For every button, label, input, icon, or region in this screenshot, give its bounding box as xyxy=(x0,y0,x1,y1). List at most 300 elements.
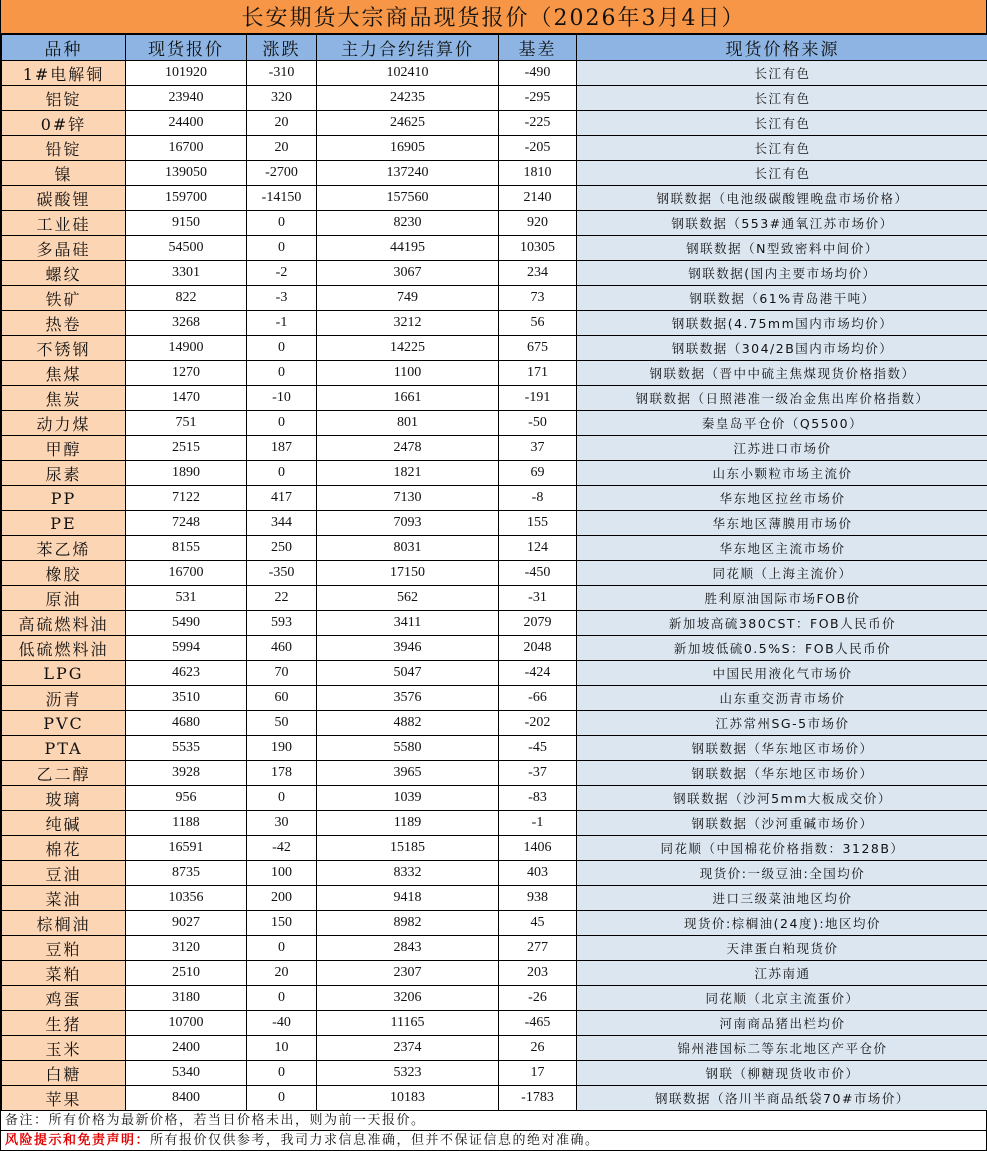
commodity-name: 焦炭 xyxy=(2,386,126,411)
price-change: 10 xyxy=(247,1036,317,1061)
table-row xyxy=(2,361,987,386)
settlement-price: 102410 xyxy=(317,61,499,86)
table-row xyxy=(2,486,987,511)
basis-value: -83 xyxy=(499,786,577,811)
price-change: 20 xyxy=(247,136,317,161)
spot-price: 822 xyxy=(126,286,247,311)
price-source: 长江有色 xyxy=(577,61,987,86)
spot-price: 531 xyxy=(126,586,247,611)
commodity-name: 玻璃 xyxy=(2,786,126,811)
commodity-name: 焦煤 xyxy=(2,361,126,386)
spot-price: 3301 xyxy=(126,261,247,286)
price-source: 长江有色 xyxy=(577,86,987,111)
price-change: 150 xyxy=(247,911,317,936)
commodity-name: 1#电解铜 xyxy=(2,61,126,86)
spot-price: 5340 xyxy=(126,1061,247,1086)
spot-price: 4623 xyxy=(126,661,247,686)
table-row xyxy=(2,686,987,711)
price-source: 钢联数据（沙河重碱市场价） xyxy=(577,811,987,836)
table-body xyxy=(2,61,987,1111)
basis-value: 2140 xyxy=(499,186,577,211)
spot-price: 1470 xyxy=(126,386,247,411)
spot-price: 23940 xyxy=(126,86,247,111)
spot-price: 1188 xyxy=(126,811,247,836)
settlement-price: 24625 xyxy=(317,111,499,136)
settlement-price: 44195 xyxy=(317,236,499,261)
price-change: 0 xyxy=(247,1086,317,1111)
settlement-price: 8332 xyxy=(317,861,499,886)
basis-value: -225 xyxy=(499,111,577,136)
price-change: 20 xyxy=(247,111,317,136)
note-row: 备注：所有价格为最新价格，若当日价格未出，则为前一天报价。 xyxy=(1,1111,987,1131)
header-spot-price: 现货报价 xyxy=(126,35,247,61)
price-change: 100 xyxy=(247,861,317,886)
settlement-price: 2478 xyxy=(317,436,499,461)
price-source: 同花顺（中国棉花价格指数：3128B） xyxy=(577,836,987,861)
commodity-name: 螺纹 xyxy=(2,261,126,286)
settlement-price: 10183 xyxy=(317,1086,499,1111)
price-change: 0 xyxy=(247,461,317,486)
price-change: 22 xyxy=(247,586,317,611)
spot-price: 16591 xyxy=(126,836,247,861)
price-source: 同花顺（北京主流蛋价） xyxy=(577,986,987,1011)
settlement-price: 3067 xyxy=(317,261,499,286)
table-row xyxy=(2,136,987,161)
commodity-name: 碳酸锂 xyxy=(2,186,126,211)
basis-value: -66 xyxy=(499,686,577,711)
settlement-price: 3212 xyxy=(317,311,499,336)
basis-value: 938 xyxy=(499,886,577,911)
table-row xyxy=(2,261,987,286)
price-source: 长江有色 xyxy=(577,136,987,161)
price-source: 江苏南通 xyxy=(577,961,987,986)
table-row xyxy=(2,661,987,686)
settlement-price: 1189 xyxy=(317,811,499,836)
price-change: -350 xyxy=(247,561,317,586)
commodity-name: 热卷 xyxy=(2,311,126,336)
spot-price: 24400 xyxy=(126,111,247,136)
basis-value: 277 xyxy=(499,936,577,961)
table-row xyxy=(2,1086,987,1111)
basis-value: 56 xyxy=(499,311,577,336)
header-change: 涨跌 xyxy=(247,35,317,61)
commodity-name: 0#锌 xyxy=(2,111,126,136)
spot-price: 3120 xyxy=(126,936,247,961)
price-change: 0 xyxy=(247,936,317,961)
basis-value: 17 xyxy=(499,1061,577,1086)
price-source: 江苏常州SG-5市场价 xyxy=(577,711,987,736)
spot-price: 1270 xyxy=(126,361,247,386)
basis-value: -45 xyxy=(499,736,577,761)
spot-price: 9150 xyxy=(126,211,247,236)
spot-price: 3268 xyxy=(126,311,247,336)
table-row xyxy=(2,586,987,611)
price-source: 钢联数据（553#通氧江苏市场价） xyxy=(577,211,987,236)
price-source: 新加坡低硫0.5%S：FOB人民币价 xyxy=(577,636,987,661)
settlement-price: 1661 xyxy=(317,386,499,411)
price-source: 华东地区主流市场价 xyxy=(577,536,987,561)
price-change: -2700 xyxy=(247,161,317,186)
settlement-price: 3965 xyxy=(317,761,499,786)
disclaimer-row xyxy=(1,1131,987,1151)
table-row xyxy=(2,986,987,1011)
price-change: 0 xyxy=(247,236,317,261)
table-row xyxy=(2,761,987,786)
price-change: 417 xyxy=(247,486,317,511)
price-change: -42 xyxy=(247,836,317,861)
settlement-price: 1821 xyxy=(317,461,499,486)
basis-value: -295 xyxy=(499,86,577,111)
spot-price: 7248 xyxy=(126,511,247,536)
basis-value: 2048 xyxy=(499,636,577,661)
basis-value: 675 xyxy=(499,336,577,361)
disclaimer-label: 风险提示和免责声明： xyxy=(5,1133,150,1148)
price-change: 50 xyxy=(247,711,317,736)
basis-value: 26 xyxy=(499,1036,577,1061)
price-source: 江苏进口市场价 xyxy=(577,436,987,461)
price-source: 锦州港国标二等东北地区产平仓价 xyxy=(577,1036,987,1061)
settlement-price: 5323 xyxy=(317,1061,499,1086)
table-row xyxy=(2,611,987,636)
settlement-price: 5580 xyxy=(317,736,499,761)
price-change: 0 xyxy=(247,211,317,236)
basis-value: 1406 xyxy=(499,836,577,861)
price-source: 山东小颗粒市场主流价 xyxy=(577,461,987,486)
basis-value: -1 xyxy=(499,811,577,836)
price-source: 钢联数据（华东地区市场价） xyxy=(577,761,987,786)
spot-price: 1890 xyxy=(126,461,247,486)
price-change: 70 xyxy=(247,661,317,686)
price-source: 钢联（柳糖现货收市价） xyxy=(577,1061,987,1086)
settlement-price: 1039 xyxy=(317,786,499,811)
price-change: 20 xyxy=(247,961,317,986)
spot-price: 2400 xyxy=(126,1036,247,1061)
header-commodity: 品种 xyxy=(2,35,126,61)
table-row xyxy=(2,111,987,136)
commodity-name: 棉花 xyxy=(2,836,126,861)
spot-price: 10356 xyxy=(126,886,247,911)
header-row xyxy=(2,35,987,61)
spot-price: 956 xyxy=(126,786,247,811)
basis-value: 124 xyxy=(499,536,577,561)
spot-price: 139050 xyxy=(126,161,247,186)
settlement-price: 2307 xyxy=(317,961,499,986)
price-change: 0 xyxy=(247,411,317,436)
table-row xyxy=(2,1011,987,1036)
price-table xyxy=(1,34,987,1111)
table-row xyxy=(2,286,987,311)
price-source: 钢联数据(4.75mm国内市场均价） xyxy=(577,311,987,336)
spot-price: 4680 xyxy=(126,711,247,736)
basis-value: -26 xyxy=(499,986,577,1011)
commodity-name: 铝锭 xyxy=(2,86,126,111)
commodity-name: 铅锭 xyxy=(2,136,126,161)
settlement-price: 8031 xyxy=(317,536,499,561)
table-row xyxy=(2,1061,987,1086)
price-change: 0 xyxy=(247,336,317,361)
spot-price: 3928 xyxy=(126,761,247,786)
price-source: 进口三级菜油地区均价 xyxy=(577,886,987,911)
commodity-name: 尿素 xyxy=(2,461,126,486)
table-row xyxy=(2,86,987,111)
price-source: 现货价:一级豆油:全国均价 xyxy=(577,861,987,886)
table-row xyxy=(2,236,987,261)
price-change: -310 xyxy=(247,61,317,86)
spot-price: 8155 xyxy=(126,536,247,561)
basis-value: -8 xyxy=(499,486,577,511)
commodity-name: LPG xyxy=(2,661,126,686)
settlement-price: 1100 xyxy=(317,361,499,386)
settlement-price: 17150 xyxy=(317,561,499,586)
settlement-price: 15185 xyxy=(317,836,499,861)
price-source: 钢联数据（电池级碳酸锂晚盘市场价格） xyxy=(577,186,987,211)
table-row xyxy=(2,511,987,536)
price-change: 0 xyxy=(247,361,317,386)
table-row xyxy=(2,711,987,736)
price-change: -3 xyxy=(247,286,317,311)
basis-value: 2079 xyxy=(499,611,577,636)
table-row xyxy=(2,61,987,86)
price-source: 新加坡高硫380CST：FOB人民币价 xyxy=(577,611,987,636)
settlement-price: 3206 xyxy=(317,986,499,1011)
spot-price: 2510 xyxy=(126,961,247,986)
price-change: 320 xyxy=(247,86,317,111)
header-price-source: 现货价格来源 xyxy=(577,35,987,61)
commodity-name: 鸡蛋 xyxy=(2,986,126,1011)
price-source: 钢联数据（61%青岛港干吨） xyxy=(577,286,987,311)
price-change: 250 xyxy=(247,536,317,561)
price-source: 钢联数据（晋中中硫主焦煤现货价格指数） xyxy=(577,361,987,386)
commodity-name: 铁矿 xyxy=(2,286,126,311)
settlement-price: 14225 xyxy=(317,336,499,361)
table-row xyxy=(2,1036,987,1061)
commodity-name: 苯乙烯 xyxy=(2,536,126,561)
price-change: -10 xyxy=(247,386,317,411)
spot-price: 3180 xyxy=(126,986,247,1011)
basis-value: -202 xyxy=(499,711,577,736)
price-source: 同花顺（上海主流价） xyxy=(577,561,987,586)
table-row xyxy=(2,736,987,761)
spot-price: 10700 xyxy=(126,1011,247,1036)
settlement-price: 11165 xyxy=(317,1011,499,1036)
basis-value: 45 xyxy=(499,911,577,936)
settlement-price: 24235 xyxy=(317,86,499,111)
spot-price: 3510 xyxy=(126,686,247,711)
commodity-name: 多晶硅 xyxy=(2,236,126,261)
basis-value: -50 xyxy=(499,411,577,436)
basis-value: 69 xyxy=(499,461,577,486)
commodity-name: PTA xyxy=(2,736,126,761)
basis-value: 10305 xyxy=(499,236,577,261)
settlement-price: 801 xyxy=(317,411,499,436)
table-row xyxy=(2,436,987,461)
settlement-price: 2843 xyxy=(317,936,499,961)
spot-price: 14900 xyxy=(126,336,247,361)
price-source: 钢联数据（304/2B国内市场均价） xyxy=(577,336,987,361)
table-row xyxy=(2,186,987,211)
commodity-name: 菜粕 xyxy=(2,961,126,986)
basis-value: -450 xyxy=(499,561,577,586)
commodity-name: 低硫燃料油 xyxy=(2,636,126,661)
price-change: 344 xyxy=(247,511,317,536)
table-row xyxy=(2,636,987,661)
price-source: 中国民用液化气市场价 xyxy=(577,661,987,686)
commodity-name: PP xyxy=(2,486,126,511)
commodity-name: 乙二醇 xyxy=(2,761,126,786)
basis-value: -465 xyxy=(499,1011,577,1036)
price-source: 华东地区拉丝市场价 xyxy=(577,486,987,511)
disclaimer-text: 所有报价仅供参考，我司力求信息准确，但并不保证信息的绝对准确。 xyxy=(150,1133,600,1148)
price-change: 200 xyxy=(247,886,317,911)
price-source: 现货价:棕榈油(24度):地区均价 xyxy=(577,911,987,936)
table-row xyxy=(2,211,987,236)
commodity-name: 镍 xyxy=(2,161,126,186)
basis-value: -1783 xyxy=(499,1086,577,1111)
price-source: 胜利原油国际市场FOB价 xyxy=(577,586,987,611)
price-source: 长江有色 xyxy=(577,111,987,136)
settlement-price: 137240 xyxy=(317,161,499,186)
commodity-name: 菜油 xyxy=(2,886,126,911)
commodity-name: 豆油 xyxy=(2,861,126,886)
price-change: 178 xyxy=(247,761,317,786)
price-change: 190 xyxy=(247,736,317,761)
spot-price: 5994 xyxy=(126,636,247,661)
commodity-name: 橡胶 xyxy=(2,561,126,586)
table-row xyxy=(2,786,987,811)
basis-value: 155 xyxy=(499,511,577,536)
table-row xyxy=(2,311,987,336)
settlement-price: 16905 xyxy=(317,136,499,161)
commodity-name: 豆粕 xyxy=(2,936,126,961)
basis-value: -490 xyxy=(499,61,577,86)
settlement-price: 4882 xyxy=(317,711,499,736)
commodity-name: 棕榈油 xyxy=(2,911,126,936)
spot-price: 9027 xyxy=(126,911,247,936)
table-row xyxy=(2,411,987,436)
basis-value: -205 xyxy=(499,136,577,161)
table-row xyxy=(2,336,987,361)
sheet-title: 长安期货大宗商品现货报价（2026年3月4日） xyxy=(1,0,987,34)
price-change: 0 xyxy=(247,786,317,811)
table-row xyxy=(2,836,987,861)
price-change: 460 xyxy=(247,636,317,661)
settlement-price: 7093 xyxy=(317,511,499,536)
table-row xyxy=(2,886,987,911)
price-source: 钢联数据（沙河5mm大板成交价） xyxy=(577,786,987,811)
spot-price: 16700 xyxy=(126,561,247,586)
commodity-name: 不锈钢 xyxy=(2,336,126,361)
commodity-name: 苹果 xyxy=(2,1086,126,1111)
spot-price: 8400 xyxy=(126,1086,247,1111)
price-source: 钢联数据（N型致密料中间价） xyxy=(577,236,987,261)
basis-value: 73 xyxy=(499,286,577,311)
basis-value: -31 xyxy=(499,586,577,611)
settlement-price: 9418 xyxy=(317,886,499,911)
price-change: 60 xyxy=(247,686,317,711)
price-change: -40 xyxy=(247,1011,317,1036)
settlement-price: 3576 xyxy=(317,686,499,711)
spot-price: 16700 xyxy=(126,136,247,161)
commodity-name: 甲醇 xyxy=(2,436,126,461)
spot-price: 751 xyxy=(126,411,247,436)
settlement-price: 3411 xyxy=(317,611,499,636)
price-source: 钢联数据(国内主要市场均价） xyxy=(577,261,987,286)
table-row xyxy=(2,961,987,986)
price-source: 长江有色 xyxy=(577,161,987,186)
basis-value: -424 xyxy=(499,661,577,686)
commodity-name: 工业硅 xyxy=(2,211,126,236)
price-change: 0 xyxy=(247,986,317,1011)
table-row xyxy=(2,861,987,886)
table-row xyxy=(2,561,987,586)
price-source: 山东重交沥青市场价 xyxy=(577,686,987,711)
spot-price: 5490 xyxy=(126,611,247,636)
header-settlement-price: 主力合约结算价 xyxy=(317,35,499,61)
spot-price: 7122 xyxy=(126,486,247,511)
settlement-price: 8982 xyxy=(317,911,499,936)
settlement-price: 2374 xyxy=(317,1036,499,1061)
basis-value: 171 xyxy=(499,361,577,386)
price-change: -14150 xyxy=(247,186,317,211)
table-row xyxy=(2,911,987,936)
price-source: 河南商品猪出栏均价 xyxy=(577,1011,987,1036)
table-row xyxy=(2,811,987,836)
spot-price: 8735 xyxy=(126,861,247,886)
commodity-name: 白糖 xyxy=(2,1061,126,1086)
basis-value: 1810 xyxy=(499,161,577,186)
price-change: 187 xyxy=(247,436,317,461)
commodity-name: 沥青 xyxy=(2,686,126,711)
price-source: 钢联数据（洛川半商品纸袋70#市场价） xyxy=(577,1086,987,1111)
table-row xyxy=(2,386,987,411)
settlement-price: 8230 xyxy=(317,211,499,236)
table-row xyxy=(2,461,987,486)
price-change: 0 xyxy=(247,1061,317,1086)
header-basis: 基差 xyxy=(499,35,577,61)
price-change: 30 xyxy=(247,811,317,836)
basis-value: 234 xyxy=(499,261,577,286)
spot-price: 101920 xyxy=(126,61,247,86)
price-source: 秦皇岛平仓价（Q5500） xyxy=(577,411,987,436)
settlement-price: 562 xyxy=(317,586,499,611)
price-source: 钢联数据（华东地区市场价） xyxy=(577,736,987,761)
basis-value: 203 xyxy=(499,961,577,986)
spot-price: 2515 xyxy=(126,436,247,461)
table-row xyxy=(2,161,987,186)
basis-value: 403 xyxy=(499,861,577,886)
price-change: 593 xyxy=(247,611,317,636)
spot-price: 159700 xyxy=(126,186,247,211)
commodity-name: 玉米 xyxy=(2,1036,126,1061)
commodity-name: 生猪 xyxy=(2,1011,126,1036)
settlement-price: 749 xyxy=(317,286,499,311)
price-source: 钢联数据（日照港准一级冶金焦出库价格指数） xyxy=(577,386,987,411)
commodity-name: 原油 xyxy=(2,586,126,611)
basis-value: -37 xyxy=(499,761,577,786)
basis-value: -191 xyxy=(499,386,577,411)
price-source: 天津蛋白粕现货价 xyxy=(577,936,987,961)
basis-value: 920 xyxy=(499,211,577,236)
table-row xyxy=(2,536,987,561)
basis-value: 37 xyxy=(499,436,577,461)
settlement-price: 7130 xyxy=(317,486,499,511)
settlement-price: 5047 xyxy=(317,661,499,686)
spot-price: 5535 xyxy=(126,736,247,761)
commodity-name: 高硫燃料油 xyxy=(2,611,126,636)
spot-price: 54500 xyxy=(126,236,247,261)
price-change: -2 xyxy=(247,261,317,286)
commodity-name: 纯碱 xyxy=(2,811,126,836)
